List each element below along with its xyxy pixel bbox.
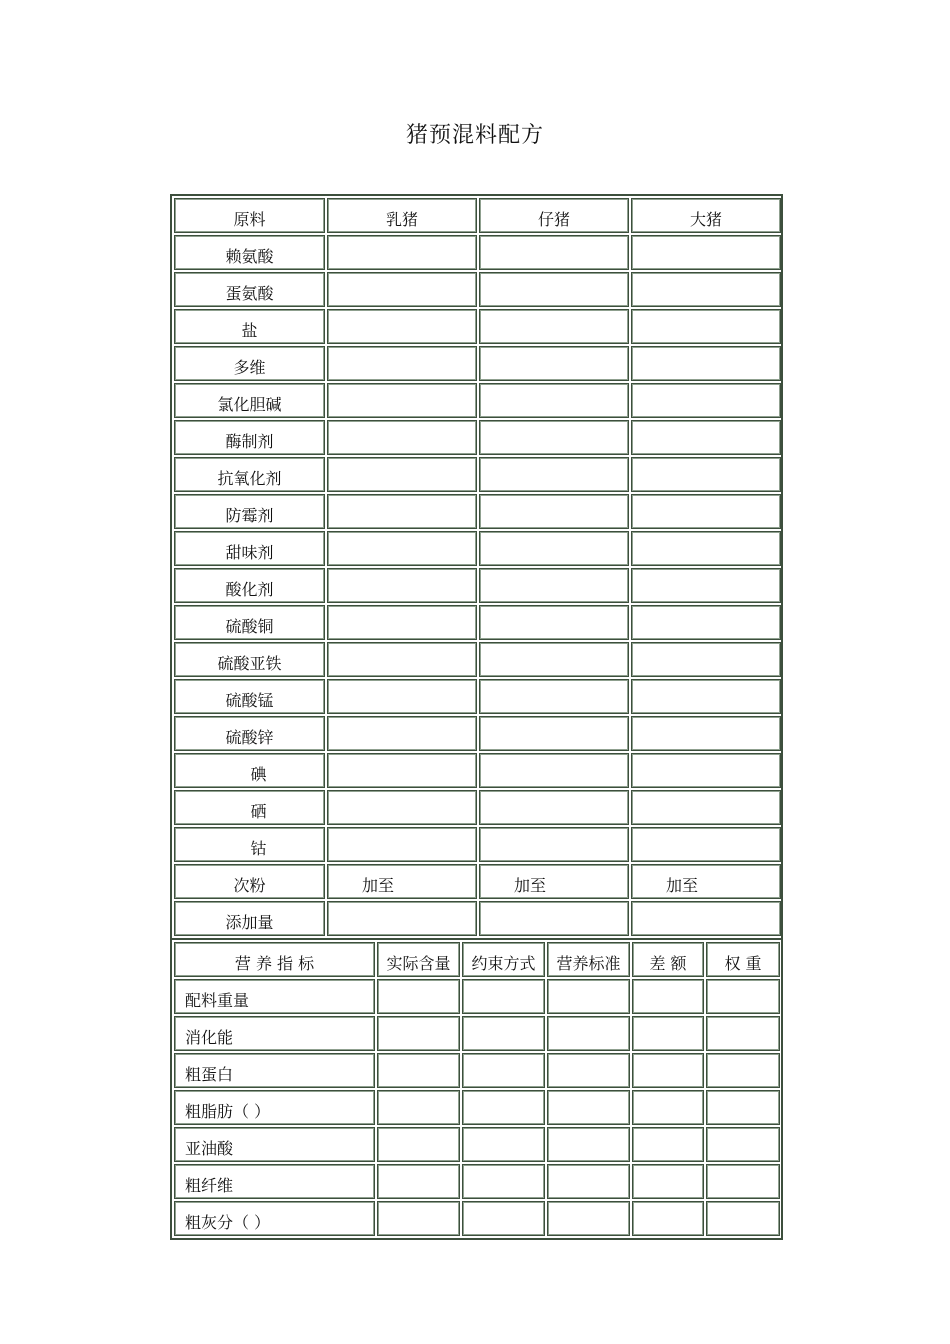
- formula-cell[interactable]: [631, 420, 781, 455]
- header-nutrient-index: 营 养 指 标: [174, 942, 375, 977]
- nutrition-cell[interactable]: [706, 979, 780, 1014]
- formula-cell[interactable]: [479, 531, 629, 566]
- nutrition-row: [174, 1164, 780, 1199]
- ingredient-name: 硫酸铜: [174, 605, 325, 640]
- formula-row: [174, 568, 781, 603]
- formula-row: [174, 235, 781, 270]
- nutrient-name: 消化能: [174, 1016, 375, 1051]
- formula-row: [174, 346, 781, 381]
- ingredient-name: 防霉剂: [174, 494, 325, 529]
- nutrition-cell[interactable]: [632, 1127, 704, 1162]
- formula-cell[interactable]: [479, 309, 629, 344]
- nutrition-cell[interactable]: [706, 1090, 780, 1125]
- nutrition-cell[interactable]: [377, 1164, 460, 1199]
- nutrient-name: 亚油酸: [174, 1127, 375, 1162]
- formula-row: [174, 531, 781, 566]
- nutrition-cell[interactable]: [547, 1127, 630, 1162]
- formula-row: [174, 457, 781, 492]
- formula-cell[interactable]: [631, 272, 781, 307]
- formula-cell[interactable]: [327, 494, 477, 529]
- formula-cell[interactable]: [479, 346, 629, 381]
- formula-cell[interactable]: [327, 346, 477, 381]
- nutrition-cell[interactable]: [462, 1016, 545, 1051]
- ingredient-name: 蛋氨酸: [174, 272, 325, 307]
- nutrition-cell[interactable]: [706, 1201, 780, 1236]
- formula-cell[interactable]: [327, 457, 477, 492]
- ingredient-name: 钴: [174, 827, 325, 862]
- ingredient-name: 赖氨酸: [174, 235, 325, 270]
- ingredient-name: 盐: [174, 309, 325, 344]
- nutrition-row: [174, 1090, 780, 1125]
- nutrient-name: 粗纤维: [174, 1164, 375, 1199]
- nutrient-name: 配料重量: [174, 979, 375, 1014]
- formula-cell[interactable]: [631, 494, 781, 529]
- formula-cell[interactable]: [479, 679, 629, 714]
- formula-cell[interactable]: [327, 753, 477, 788]
- nutrition-row: [174, 1201, 780, 1236]
- formula-cell[interactable]: [631, 346, 781, 381]
- formula-cell[interactable]: [479, 235, 629, 270]
- formula-cell[interactable]: [479, 716, 629, 751]
- formula-cell[interactable]: [631, 605, 781, 640]
- formula-cell[interactable]: [631, 383, 781, 418]
- formula-row: [174, 790, 781, 825]
- formula-row: [174, 753, 781, 788]
- ingredient-name: 氯化胆碱: [174, 383, 325, 418]
- formula-row: [174, 494, 781, 529]
- formula-cell[interactable]: [327, 309, 477, 344]
- header-actual-content: 实际含量: [377, 942, 460, 977]
- formula-cell[interactable]: [631, 642, 781, 677]
- formula-cell[interactable]: [479, 568, 629, 603]
- formula-cell[interactable]: [327, 605, 477, 640]
- nutrition-cell[interactable]: [377, 1016, 460, 1051]
- nutrition-row: [174, 979, 780, 1014]
- header-ingredient: 原料: [174, 198, 325, 233]
- formula-row: [174, 309, 781, 344]
- formula-row: [174, 827, 781, 862]
- ingredient-name: 抗氧化剂: [174, 457, 325, 492]
- nutrition-row: [174, 1016, 780, 1051]
- nutrition-cell[interactable]: [462, 1201, 545, 1236]
- nutrition-cell[interactable]: [377, 1201, 460, 1236]
- nutrition-cell[interactable]: [706, 1016, 780, 1051]
- formula-header-row: [174, 198, 781, 233]
- nutrition-cell[interactable]: [632, 1016, 704, 1051]
- formula-cell[interactable]: [631, 716, 781, 751]
- formula-cell[interactable]: [631, 790, 781, 825]
- nutrition-row: [174, 1053, 780, 1088]
- formula-row: [174, 901, 781, 936]
- nutrition-cell[interactable]: [547, 1164, 630, 1199]
- formula-cell[interactable]: [327, 901, 477, 936]
- header-grower-pig: 大猪: [631, 198, 781, 233]
- nutrition-cell[interactable]: [706, 1053, 780, 1088]
- formula-cell[interactable]: [479, 901, 629, 936]
- ingredient-name: 酸化剂: [174, 568, 325, 603]
- formula-cell[interactable]: [479, 827, 629, 862]
- formula-cell[interactable]: [631, 568, 781, 603]
- formula-cell[interactable]: [631, 531, 781, 566]
- formula-row: [174, 420, 781, 455]
- formula-cell[interactable]: [479, 272, 629, 307]
- formula-cell[interactable]: 加至: [479, 864, 629, 899]
- ingredient-name: 硒: [174, 790, 325, 825]
- formula-row: [174, 605, 781, 640]
- formula-cell[interactable]: [327, 420, 477, 455]
- ingredient-name: 硫酸锌: [174, 716, 325, 751]
- formula-cell[interactable]: [327, 272, 477, 307]
- nutrition-cell[interactable]: [462, 1053, 545, 1088]
- formula-row: [174, 383, 781, 418]
- formula-row: [174, 864, 781, 899]
- formula-cell[interactable]: [327, 679, 477, 714]
- header-difference: 差 额: [632, 942, 704, 977]
- formula-cell[interactable]: [327, 235, 477, 270]
- formula-row: [174, 642, 781, 677]
- nutrition-cell[interactable]: [547, 1016, 630, 1051]
- formula-row: [174, 716, 781, 751]
- formula-cell[interactable]: [631, 679, 781, 714]
- ingredient-name: 酶制剂: [174, 420, 325, 455]
- formula-cell[interactable]: [631, 235, 781, 270]
- formula-row: [174, 679, 781, 714]
- formula-cell[interactable]: [479, 642, 629, 677]
- formula-cell[interactable]: 加至: [631, 864, 781, 899]
- nutrient-name: 粗脂肪（ ）: [174, 1090, 375, 1125]
- nutrition-cell[interactable]: [377, 1053, 460, 1088]
- nutrition-cell[interactable]: [547, 979, 630, 1014]
- formula-cell[interactable]: [479, 605, 629, 640]
- nutrition-cell[interactable]: [632, 1164, 704, 1199]
- formula-cell[interactable]: [479, 457, 629, 492]
- header-suckling-pig: 乳猪: [327, 198, 477, 233]
- formula-cell[interactable]: [327, 642, 477, 677]
- ingredient-name: 添加量: [174, 901, 325, 936]
- nutrition-cell[interactable]: [632, 1053, 704, 1088]
- formula-cell[interactable]: [631, 753, 781, 788]
- header-nutrient-standard: 营养标准: [547, 942, 630, 977]
- header-constraint-type: 约束方式: [462, 942, 545, 977]
- nutrition-cell[interactable]: [547, 1090, 630, 1125]
- formula-cell[interactable]: [479, 494, 629, 529]
- nutrition-cell[interactable]: [462, 1164, 545, 1199]
- formula-cell[interactable]: [631, 457, 781, 492]
- nutrient-name: 粗灰分（ ）: [174, 1201, 375, 1236]
- formula-cell[interactable]: [631, 827, 781, 862]
- nutrition-table: [172, 940, 782, 1238]
- formula-row: [174, 272, 781, 307]
- nutrition-cell[interactable]: [632, 1090, 704, 1125]
- formula-cell[interactable]: [327, 716, 477, 751]
- nutrition-cell[interactable]: [632, 979, 704, 1014]
- formula-cell[interactable]: [631, 901, 781, 936]
- page-title: 猪预混料配方: [405, 123, 544, 148]
- ingredient-name: 甜味剂: [174, 531, 325, 566]
- header-piglet: 仔猪: [479, 198, 629, 233]
- formula-cell[interactable]: [631, 309, 781, 344]
- nutrition-cell[interactable]: [547, 1053, 630, 1088]
- nutrition-row: [174, 1127, 780, 1162]
- ingredient-name: 多维: [174, 346, 325, 381]
- formula-cell[interactable]: [479, 383, 629, 418]
- formula-cell[interactable]: [327, 383, 477, 418]
- formula-cell[interactable]: [479, 753, 629, 788]
- formula-cell[interactable]: [327, 568, 477, 603]
- nutrition-cell[interactable]: [377, 979, 460, 1014]
- nutrition-cell[interactable]: [462, 1127, 545, 1162]
- formula-cell[interactable]: 加至: [327, 864, 477, 899]
- formula-table: [172, 196, 783, 938]
- ingredient-name: 次粉: [174, 864, 325, 899]
- nutrition-cell[interactable]: [462, 1090, 545, 1125]
- ingredient-name: 碘: [174, 753, 325, 788]
- ingredient-name: 硫酸亚铁: [174, 642, 325, 677]
- formula-frame: [170, 194, 783, 1240]
- nutrition-header-row: [174, 942, 780, 977]
- nutrition-cell[interactable]: [547, 1201, 630, 1236]
- formula-cell[interactable]: [327, 827, 477, 862]
- formula-cell[interactable]: [327, 531, 477, 566]
- nutrition-cell[interactable]: [706, 1164, 780, 1199]
- ingredient-name: 硫酸锰: [174, 679, 325, 714]
- nutrition-cell[interactable]: [706, 1127, 780, 1162]
- header-weight: 权 重: [706, 942, 780, 977]
- nutrition-cell[interactable]: [462, 979, 545, 1014]
- nutrition-cell[interactable]: [632, 1201, 704, 1236]
- formula-cell[interactable]: [479, 420, 629, 455]
- nutrition-cell[interactable]: [377, 1127, 460, 1162]
- nutrient-name: 粗蛋白: [174, 1053, 375, 1088]
- formula-cell[interactable]: [479, 790, 629, 825]
- nutrition-cell[interactable]: [377, 1090, 460, 1125]
- formula-cell[interactable]: [327, 790, 477, 825]
